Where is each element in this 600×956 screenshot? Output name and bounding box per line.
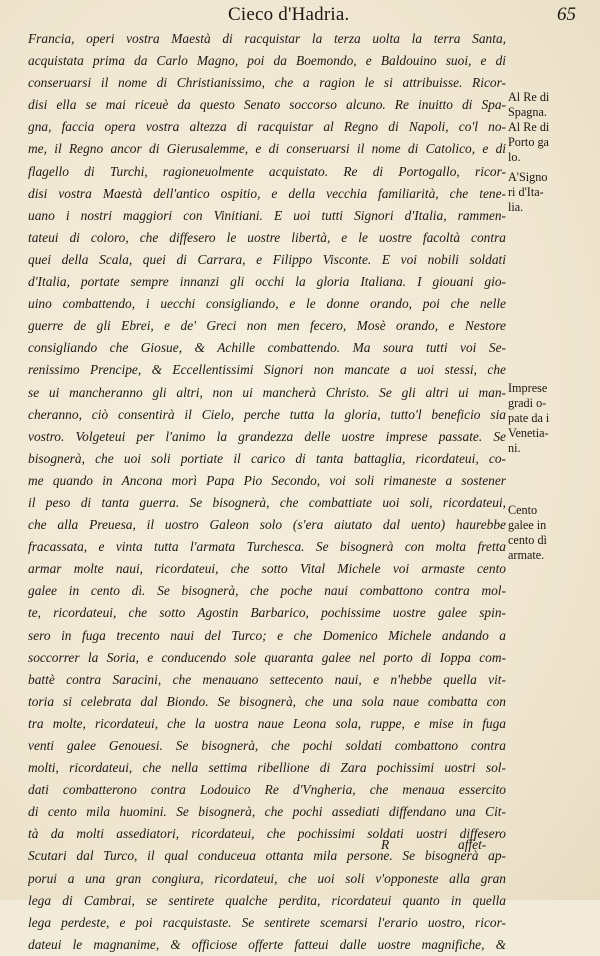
margin-note-line: galee in: [508, 518, 547, 532]
text-line: te, ricordateui, che sotto Agostin Barbarico, pochissime uostre galee spin-: [28, 605, 506, 621]
margin-note-line: Al Re di: [508, 120, 550, 134]
main-text-block: [28, 28, 506, 956]
text-line: vostro. Volgeteui per l'animo la grandezza delle uostre imprese passate. Se: [28, 428, 506, 444]
text-line: tà da molti assediatori, ricordateui, che pochissimi soldati uostri diffesero: [28, 826, 506, 842]
text-line: di cento mila huomini. Se bisognerà, che pochi assediati diffendano una Cit-: [28, 804, 506, 820]
margin-note-line: Venetia-: [508, 426, 549, 440]
text-line: Scutari dal Turco, il qual conduceua ottanta mila persone. Se bisognerà ap-: [28, 848, 506, 864]
text-line: acquistata prima da Carlo Magno, poi da Boemondo, e Baldouino suoi, e di: [28, 53, 506, 69]
text-line: lega perdeste, e poi racquistaste. Se sentirete scemarsi l'erario uostro, ricor-: [28, 914, 506, 930]
text-line: uino combattendo, i uecchi consigliando, e le donne orando, poi che nelle: [28, 296, 506, 312]
text-line: che alla Preuesa, il uostro Galeon solo (s'era aiutato dal uento) haurebbe: [28, 517, 506, 533]
catchword: affet-: [458, 837, 487, 852]
text-line: molti, ricordateui, che nella settima ribellione di Zara pochissimi uostri sol-: [28, 760, 506, 776]
text-line: renissimo Prencipe, & Eccellentissimi Signori non mancate a uoi stessi, che: [28, 362, 506, 378]
text-line: lega di Cambrai, se sentirete qualche perdita, ricordateui quanto in quella: [28, 892, 506, 908]
margin-note-line: Al Re di: [508, 90, 550, 104]
text-line: dati combatterono contra Lodouico Re d'Vngheria, che menaua essercito: [28, 782, 506, 798]
margin-note-venetian-deeds: [508, 381, 600, 456]
margin-note-line: pate da i: [508, 411, 550, 425]
text-line: fracassata, e vinta tutta l'armata Turchesca. Se bisognerà con molta fretta: [28, 539, 506, 555]
margin-note-line: gradi o-: [508, 396, 547, 410]
page-number: 65: [557, 4, 576, 25]
running-title: Cieco d'Hadria.: [228, 4, 350, 25]
text-line: toria si celebrata dal Biondo. Se bisognerà, che una sola naue combatta con: [28, 693, 506, 709]
margin-note-line: Cento: [508, 503, 538, 517]
text-line: gna, faccia opera vostra altezza di racquistar al Regno di Napoli, co'l no-: [28, 119, 506, 135]
text-line: uano i nostri maggiori con Vinitiani. E uoi tutti Signori d'Italia, rammen-: [28, 207, 506, 223]
text-line: dateui le magnanime, & officiose offerte fatteui dalle uostre magnifiche, &: [28, 936, 506, 952]
text-line: conseruarsi il nome di Christianissimo, che a ragion le si attribuisse. Ricor-: [28, 75, 506, 91]
text-line: quei della Scala, quei di Carrara, e Filippo Visconte. E voi nobili soldati: [28, 251, 506, 267]
text-line: tra molte, ricordateui, che la uostra naue Leona sola, ruppe, e mise in fuga: [28, 715, 506, 731]
text-line: Francia, operi vostra Maestà di racquistar la terza uolta la terra Santa,: [28, 31, 506, 46]
margin-note-line: Imprese: [508, 381, 548, 395]
page-header: [0, 2, 600, 30]
text-line: me quando in Ancona morì Papa Pio Secondo, voi soli rimaneste a sostener: [28, 472, 506, 488]
margin-note-italian-lords: [508, 170, 600, 215]
text-line: disi ella se mai riceuè da questo Senato soccorso alcuno. Re inuitto di Spa-: [28, 97, 506, 113]
text-line: venti galee Genouesi. Se bisognerà, che pochi soldati combattono contra: [28, 738, 506, 753]
text-line: porui a una gran congiura, ricordateui, che uoi soli v'opponeste alla gran: [28, 870, 506, 886]
text-line: consigliando che Giosue, & Achille combattendo. Ma soura tutti voi Se-: [28, 340, 506, 356]
text-line: il peso di tanta guerra. Se bisognerà, che combattiate uoi soli, ricordateui,: [28, 494, 506, 510]
margin-note-line: A'Signo: [508, 170, 548, 184]
text-line: bisognerà, che uoi soli portiate il carico di tanta battaglia, ricordateui, co-: [28, 450, 506, 466]
text-line: galee in cento dì. Se bisognerà, che poche naui combattono contra mol-: [28, 583, 506, 599]
margin-note-spain-portugal: [508, 90, 600, 165]
text-line: disi vostra Maestà dell'antico ospitio, e della vecchia familiarità, che tene-: [28, 185, 506, 201]
margin-note-line: lia.: [508, 200, 524, 214]
text-line: guerre de gli Ebrei, e de' Greci non men fecero, Mosè orando, e Nestore: [28, 318, 506, 334]
text-line: flagello di Turchi, ragioneuolmente acquistato. Re di Portogallo, ricor-: [28, 163, 506, 179]
margin-note-line: cento dì: [508, 533, 547, 547]
signature-mark: R: [381, 837, 390, 852]
text-line: soccorrer la Soria, e conducendo sole quaranta galee nel porto di Ioppa com-: [28, 649, 506, 665]
text-line: sero in fuga trecento naui del Turco; e che Domenico Michele andando a: [28, 627, 506, 643]
margin-note-line: ni.: [508, 441, 521, 455]
text-line: armar molte naui, ricordateui, che sotto Vital Michele voi armaste cento: [28, 561, 506, 577]
margin-note-line: ri d'Ita-: [508, 185, 544, 199]
text-line: cheranno, ciò consentirà il Cielo, perche tutta la gloria, tutto'l beneficio sia: [28, 406, 506, 422]
text-line: me, il Regno ancor di Gierusalemme, e di conseruarsi il nome di Catolico, e di: [28, 141, 506, 157]
margin-note-hundred-galleys: [508, 503, 600, 563]
margin-note-line: Porto ga: [508, 135, 549, 149]
margin-note-line: armate.: [508, 548, 545, 562]
text-line: d'Italia, portate sempre innanzi gli occhi la gloria Italiana. I giouani gio-: [28, 274, 506, 290]
text-line: se ui mancheranno gli altri, non ui mancherà Christo. Se gli altri ui man-: [28, 384, 506, 400]
text-line: battè contra Saracini, che menauano settecento naui, e n'hebbe quella vit-: [28, 671, 506, 687]
margin-note-line: lo.: [508, 150, 521, 164]
text-line: tateui di coloro, che diffesero le uostre libertà, e le uostre facoltà contra: [28, 229, 506, 245]
margin-note-line: Spagna.: [508, 105, 547, 119]
